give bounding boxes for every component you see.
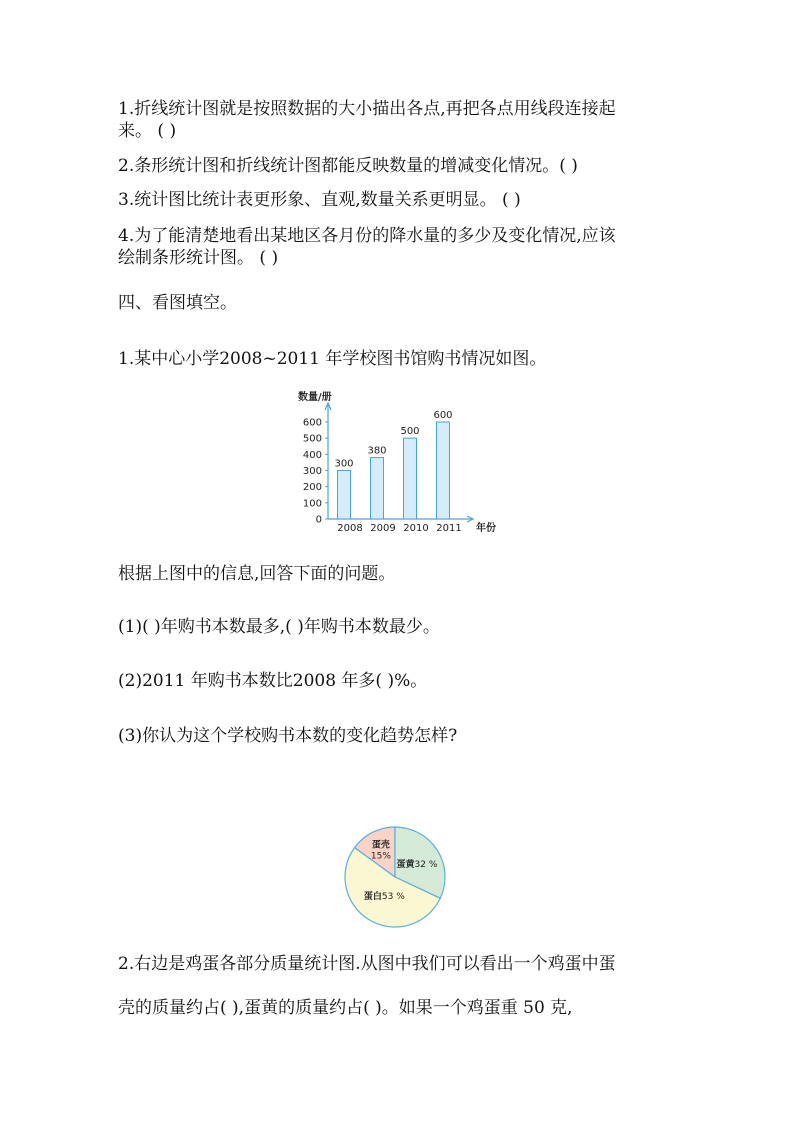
pie-slice-label [397, 858, 438, 870]
bar [404, 438, 417, 519]
q1-sub-1: (1)( )年购书本数最多,( )年购书本数最少。 [118, 617, 440, 637]
x-axis-title: 年份 [476, 523, 496, 534]
x-tick-label: 2011 [436, 523, 462, 534]
bar-value-label: 300 [334, 458, 354, 470]
bar-value-label: 380 [367, 445, 387, 457]
y-tick-label: 100 [302, 498, 322, 510]
q1-intro: 1.某中心小学2008~2011 年学校图书馆购书情况如图。 [118, 349, 547, 369]
y-axis-title: 数量/册 [298, 392, 332, 403]
y-tick-label: 300 [302, 466, 322, 477]
y-tick-label: 200 [302, 482, 322, 494]
pie-slice-name: 蛋黄 [396, 860, 415, 871]
q1-sub-2: (2)2011 年购书本数比2008 年多( )%。 [118, 671, 428, 691]
y-tick-label: 400 [302, 449, 322, 461]
pie-slice-label [364, 890, 405, 902]
x-tick-label: 2010 [403, 523, 429, 534]
bar [437, 422, 450, 519]
pie-slice-name: 蛋白 [363, 892, 382, 903]
tf-question-1-line-2: 来。 ( ) [118, 121, 177, 141]
q1-prompt: 根据上图中的信息,回答下面的问题。 [118, 564, 396, 584]
y-tick-label: 0 [315, 514, 322, 526]
pie-slice-percent: 32 % [414, 860, 438, 871]
x-tick-label: 2008 [337, 523, 363, 534]
pie-slice-name: 蛋壳 [371, 840, 390, 851]
y-tick-label: 600 [302, 417, 322, 429]
q1-sub-3: (3)你认为这个学校购书本数的变化趋势怎样? [118, 726, 458, 746]
q2-line-2: 壳的质量约占( ),蛋黄的质量约占( )。如果一个鸡蛋重 50 克, [118, 998, 573, 1018]
pie-slice-percent: 15% [370, 851, 391, 862]
tf-question-4-line-1: 4.为了能清楚地看出某地区各月份的降水量的多少及变化情况,应该 [118, 226, 616, 246]
q2-line-1: 2.右边是鸡蛋各部分质量统计图.从图中我们可以看出一个鸡蛋中蛋 [118, 954, 616, 974]
x-tick-label: 2009 [370, 523, 396, 534]
bar-value-label: 500 [400, 426, 420, 438]
pie-chart [340, 822, 450, 932]
tf-question-4-line-2: 绘制条形统计图。 ( ) [118, 248, 279, 268]
tf-question-2: 2.条形统计图和折线统计图都能反映数量的增减变化情况。( ) [118, 156, 578, 176]
tf-question-3: 3.统计图比统计表更形象、直观,数量关系更明显。 ( ) [118, 190, 521, 210]
pie-slice-percent: 53 % [381, 892, 405, 903]
tf-question-1-line-1: 1.折线统计图就是按照数据的大小描出各点,再把各点用线段连接起 [118, 99, 616, 119]
bar [338, 471, 351, 520]
bar-chart [290, 385, 510, 540]
section-heading: 四、看图填空。 [118, 293, 237, 313]
y-tick-label: 500 [302, 433, 322, 445]
bar [371, 458, 384, 519]
bar-value-label: 600 [433, 410, 453, 421]
